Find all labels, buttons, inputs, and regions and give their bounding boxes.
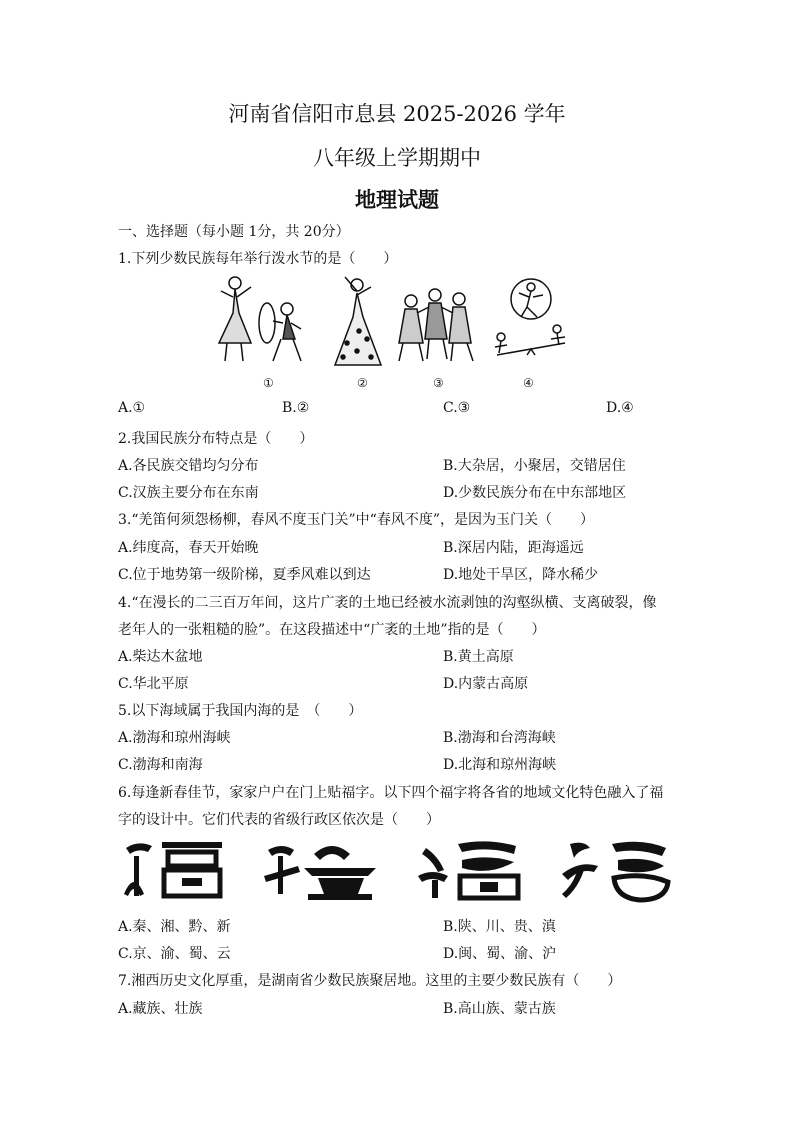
title-line-2: 八年级上学期期中 bbox=[313, 146, 481, 170]
q5-stem: 5.以下海域属于我国内海的是 （ ） bbox=[118, 703, 363, 719]
q6-stem-line2: 字的设计中。它们代表的省级行政区依次是（ ） bbox=[118, 812, 440, 828]
dance-figure-1 bbox=[219, 277, 301, 361]
q6-option-c: C.京、渝、蜀、云 bbox=[118, 946, 231, 962]
q6-option-d: D.闽、蜀、渝、沪 bbox=[443, 946, 557, 962]
fu-character-designs bbox=[118, 836, 674, 904]
dance-figure-3 bbox=[399, 289, 473, 361]
q2-option-d: D.少数民族分布在中东部地区 bbox=[443, 485, 627, 501]
q2-option-c: C.汉族主要分布在东南 bbox=[118, 485, 259, 501]
q5-option-b: B.渤海和台湾海峡 bbox=[443, 730, 556, 746]
q4-stem-line1: 4.“在漫长的二三百万年间，这片广袤的土地已经被水流剥蚀的沟壑纵横、支离破裂，像 bbox=[118, 595, 657, 611]
q3-option-d: D.地处干旱区，降水稀少 bbox=[443, 567, 599, 583]
q3-option-b: B.深居内陆，距海遥远 bbox=[443, 540, 584, 556]
q1-stem: 1.下列少数民族每年举行泼水节的是（ ） bbox=[118, 251, 398, 267]
q7-stem: 7.湘西历史文化厚重，是湖南省少数民族聚居地。这里的主要少数民族有（ ） bbox=[118, 973, 622, 989]
q1-caption-2: ② bbox=[357, 376, 368, 390]
q4-stem-line2: 老年人的一张粗糙的脸”。在这段描述中“广袤的土地”指的是（ ） bbox=[118, 622, 546, 638]
fu-design-1 bbox=[124, 842, 222, 896]
q5-option-d: D.北海和琼州海峡 bbox=[443, 757, 557, 773]
q1-option-c: C.③ bbox=[443, 400, 471, 416]
q6-option-b: B.陕、川、贵、滇 bbox=[443, 919, 556, 935]
q1-caption-1: ① bbox=[263, 376, 274, 390]
section-heading: 一、选择题（每小题 1分，共 20分） bbox=[118, 224, 350, 240]
ethnic-dance-illustrations bbox=[215, 273, 585, 373]
q4-option-b: B.黄土高原 bbox=[443, 649, 514, 665]
q1-caption-4: ④ bbox=[523, 376, 534, 390]
q6-option-a: A.秦、湘、黔、新 bbox=[118, 919, 231, 935]
dance-figure-2 bbox=[335, 277, 381, 365]
q3-option-c: C.位于地势第一级阶梯，夏季风难以到达 bbox=[118, 567, 371, 583]
q5-option-a: A.渤海和琼州海峡 bbox=[118, 730, 231, 746]
q4-option-a: A.柴达木盆地 bbox=[118, 649, 203, 665]
q2-option-a: A.各民族交错均匀分布 bbox=[118, 458, 259, 474]
title-line-1: 河南省信阳市息县 2025-2026 学年 bbox=[228, 102, 566, 126]
q1-option-a: A.① bbox=[118, 400, 146, 416]
fu-design-2 bbox=[264, 846, 376, 900]
q5-option-c: C.渤海和南海 bbox=[118, 757, 203, 773]
q3-option-a: A.纬度高，春天开始晚 bbox=[118, 540, 259, 556]
q7-option-a: A.藏族、壮族 bbox=[118, 1001, 203, 1017]
q2-stem: 2.我国民族分布特点是（ ） bbox=[118, 431, 314, 447]
q1-caption-3: ③ bbox=[433, 376, 444, 390]
fu-design-4 bbox=[562, 842, 668, 900]
q7-option-b: B.高山族、蒙古族 bbox=[443, 1001, 556, 1017]
q3-stem: 3.“羌笛何须怨杨柳，春风不度玉门关”中“春风不度”，是因为玉门关（ ） bbox=[118, 512, 594, 528]
q6-stem-line1: 6.每逢新春佳节，家家户户在门上贴福字。以下四个福字将各省的地域文化特色融入了福 bbox=[118, 785, 664, 801]
q4-option-c: C.华北平原 bbox=[118, 676, 189, 692]
title-line-3: 地理试题 bbox=[355, 187, 439, 212]
q1-option-d: D.④ bbox=[606, 400, 634, 416]
q4-option-d: D.内蒙古高原 bbox=[443, 676, 529, 692]
q2-option-b: B.大杂居，小聚居，交错居住 bbox=[443, 458, 626, 474]
q1-option-b: B.② bbox=[282, 400, 310, 416]
fu-design-3 bbox=[418, 841, 518, 898]
dance-figure-4 bbox=[495, 279, 565, 355]
